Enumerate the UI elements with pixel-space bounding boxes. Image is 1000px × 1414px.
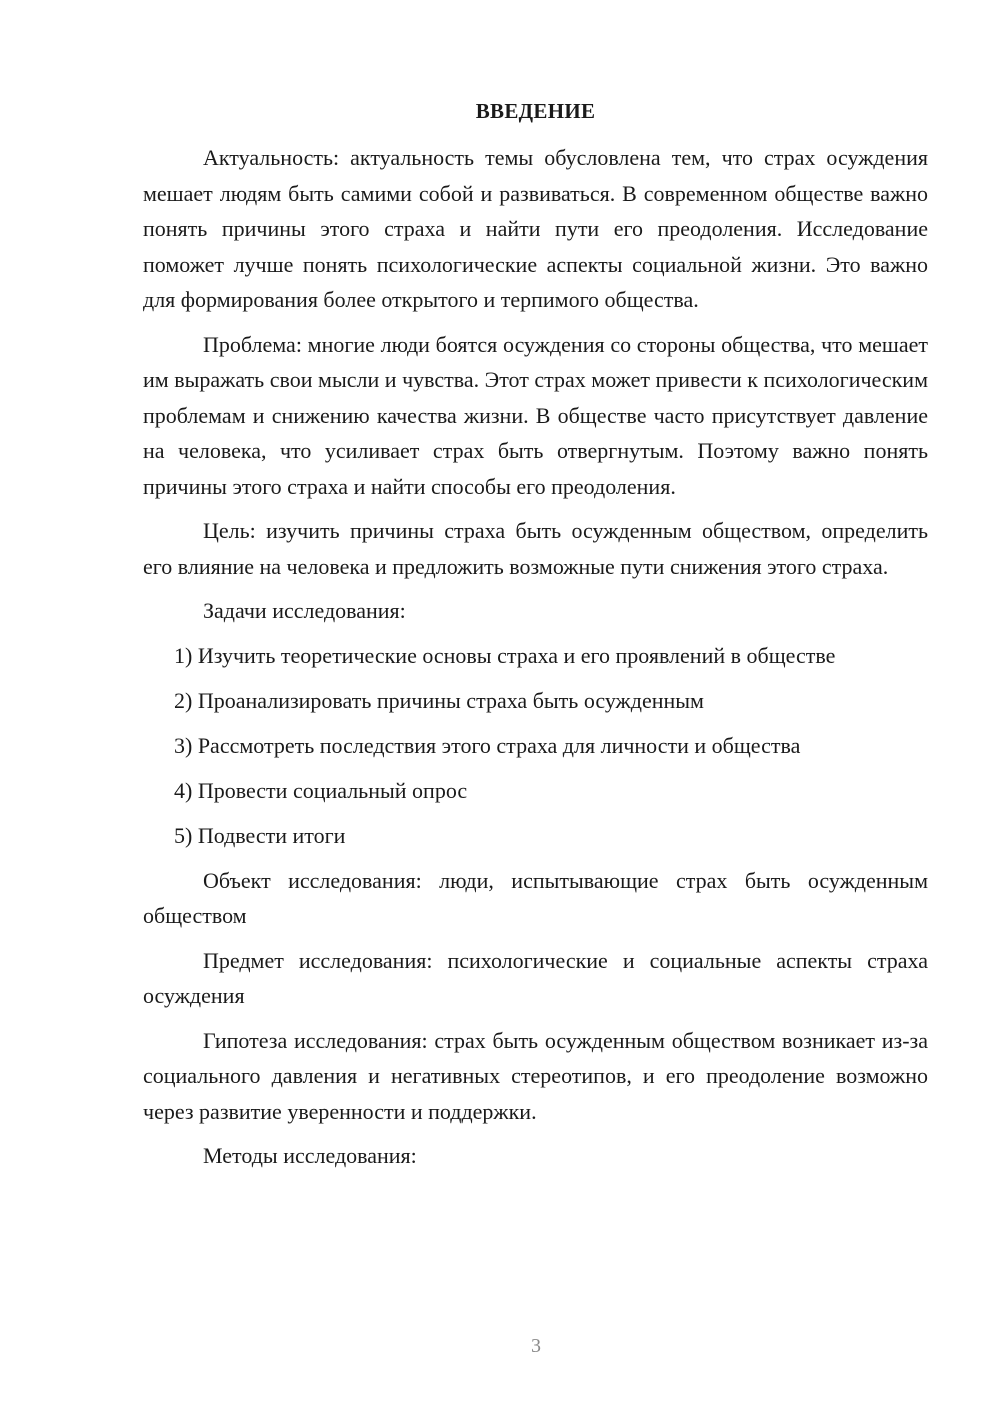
relevance-paragraph: Актуальность: актуальность темы обусловлена тем, что страх осуждения мешает людям быть самими собой и развиваться. В современном обществе важно понять причины этого страха и найти пути его преодоления. Исследование поможет лучше понять психологические аспекты социальной жизни. Это важно для формирования более открытого и терпимого общества.	[143, 145, 928, 312]
tasks-list	[143, 638, 928, 854]
subject-paragraph: Предмет исследования: психологические и социальные аспекты страха осуждения	[143, 947, 928, 1008]
document-page	[143, 98, 928, 1183]
list-item: 3) Рассмотреть последствия этого страха для личности и общества	[174, 732, 801, 758]
object-paragraph: Объект исследования: люди, испытывающие страх быть осужденным обществом	[143, 867, 928, 928]
tasks-heading: Задачи исследования:	[203, 598, 406, 623]
list-item: 1) Изучить теоретические основы страха и его проявлений в обществе	[174, 642, 836, 668]
goal-paragraph: Цель: изучить причины страха быть осужденным обществом, определить его влияние на человека и предложить возможные пути снижения этого страха.	[143, 518, 928, 579]
list-item: 5) Подвести итоги	[174, 822, 346, 848]
list-item: 2) Проанализировать причины страха быть осужденным	[174, 687, 704, 713]
section-title: ВВЕДЕНИЕ	[475, 99, 596, 123]
hypothesis-paragraph: Гипотеза исследования: страх быть осужденным обществом возникает из-за социального давления и негативных стереотипов, и его преодоление возможно через развитие уверенности и поддержки.	[143, 1027, 928, 1124]
page-number: 3	[531, 1335, 541, 1357]
problem-paragraph: Проблема: многие люди боятся осуждения со стороны общества, что мешает им выражать свои мысли и чувства. Этот страх может привести к психологическим проблемам и снижению качества жизни. В обществе часто присутствует давление на человека, что усиливает страх быть отвергнутым. Поэтому важно понять причины этого страха и найти способы его преодоления.	[143, 331, 928, 499]
list-item: 4) Провести социальный опрос	[174, 777, 468, 803]
methods-heading: Методы исследования:	[203, 1143, 417, 1168]
